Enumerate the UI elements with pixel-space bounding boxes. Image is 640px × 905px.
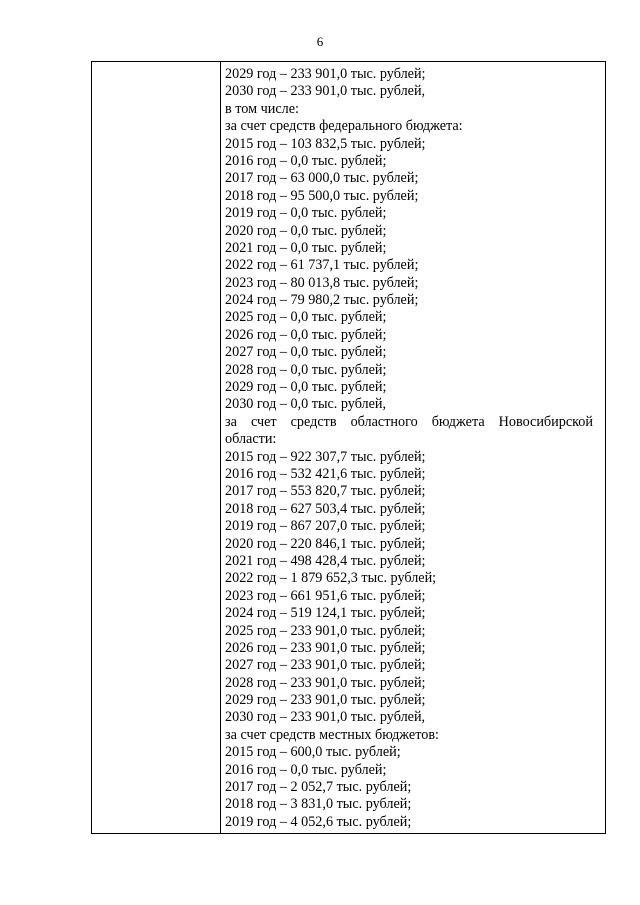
budget-line: 2022 год – 1 879 652,3 тыс. рублей; — [225, 570, 437, 587]
budget-line: 2015 год – 103 832,5 тыс. рублей; — [225, 135, 426, 152]
budget-line: 2018 год – 95 500,0 тыс. рублей; — [225, 187, 419, 204]
budget-line: 2016 год – 532 421,6 тыс. рублей; — [225, 465, 426, 482]
budget-line: 2029 год – 233 901,0 тыс. рублей; — [225, 66, 426, 82]
budget-line: 2026 год – 233 901,0 тыс. рублей; — [225, 639, 426, 656]
budget-line: 2019 год – 0,0 тыс. рублей; — [225, 205, 387, 222]
budget-line: 2027 год – 0,0 тыс. рублей; — [225, 344, 387, 361]
budget-line: 2023 год – 661 951,6 тыс. рублей; — [225, 587, 426, 604]
budget-line: 2018 год – 627 503,4 тыс. рублей; — [225, 500, 426, 517]
budget-line: 2025 год – 233 901,0 тыс. рублей; — [225, 622, 426, 639]
budget-line: 2025 год – 0,0 тыс. рублей; — [225, 309, 387, 326]
budget-line: в том числе: — [225, 100, 299, 117]
budget-line: 2028 год – 0,0 тыс. рублей; — [225, 361, 387, 378]
budget-line: 2030 год – 0,0 тыс. рублей, — [225, 396, 387, 413]
budget-line: за счет средств федерального бюджета: — [225, 118, 463, 135]
budget-table — [91, 61, 606, 834]
budget-line: 2019 год – 4 052,6 тыс. рублей; — [225, 813, 412, 830]
budget-line: 2020 год – 0,0 тыс. рублей; — [225, 222, 387, 239]
budget-line: 2016 год – 0,0 тыс. рублей; — [225, 761, 387, 778]
budget-line: 2024 год – 519 124,1 тыс. рублей; — [225, 605, 426, 622]
table-row — [92, 62, 606, 834]
budget-line: 2029 год – 0,0 тыс. рублей; — [225, 379, 387, 396]
budget-line: 2015 год – 922 307,7 тыс. рублей; — [225, 448, 426, 465]
budget-line: 2022 год – 61 737,1 тыс. рублей; — [225, 257, 419, 274]
budget-line: за счет средств местных бюджетов: — [225, 726, 439, 743]
page-number: 6 — [316, 34, 324, 49]
budget-line: 2028 год – 233 901,0 тыс. рублей; — [225, 674, 426, 691]
budget-line: 2029 год – 233 901,0 тыс. рублей; — [225, 692, 426, 709]
budget-lines — [225, 66, 593, 831]
budget-line-justified: за счет средств областного бюджета Новосибирской — [225, 413, 593, 430]
budget-line: 2019 год – 867 207,0 тыс. рублей; — [225, 518, 426, 535]
budget-line: 2023 год – 80 013,8 тыс. рублей; — [225, 274, 419, 291]
budget-line: 2015 год – 600,0 тыс. рублей; — [225, 744, 401, 761]
budget-line: 2027 год – 233 901,0 тыс. рублей; — [225, 657, 426, 674]
budget-line: 2026 год – 0,0 тыс. рублей; — [225, 326, 387, 343]
budget-line: 2017 год – 553 820,7 тыс. рублей; — [225, 483, 426, 500]
budget-line: 2030 год – 233 901,0 тыс. рублей, — [225, 709, 426, 726]
budget-line: 2030 год – 233 901,0 тыс. рублей, — [225, 83, 426, 100]
budget-line: 2018 год – 3 831,0 тыс. рублей; — [225, 796, 412, 813]
budget-line: области: — [225, 431, 277, 448]
budget-line: 2016 год – 0,0 тыс. рублей; — [225, 152, 387, 169]
budget-line: 2017 год – 63 000,0 тыс. рублей; — [225, 170, 419, 187]
budget-line: 2021 год – 498 428,4 тыс. рублей; — [225, 552, 426, 569]
table-cell-right — [221, 62, 606, 834]
budget-line: 2020 год – 220 846,1 тыс. рублей; — [225, 535, 426, 552]
budget-line: 2017 год – 2 052,7 тыс. рублей; — [225, 779, 412, 796]
table-cell-left — [92, 62, 221, 834]
budget-line: 2021 год – 0,0 тыс. рублей; — [225, 239, 387, 256]
budget-line: 2024 год – 79 980,2 тыс. рублей; — [225, 292, 419, 309]
